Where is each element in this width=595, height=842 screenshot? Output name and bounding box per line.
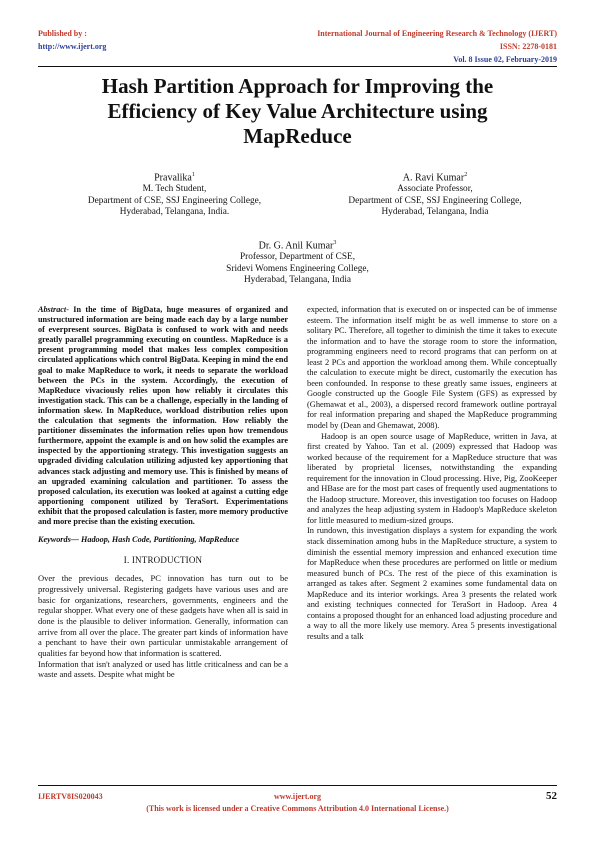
author-affiliation: Department of CSE, SSJ Engineering College, [87, 195, 262, 206]
author-name: Dr. G. Anil Kumar$^3$ [258, 240, 337, 252]
right-column [307, 305, 557, 643]
publisher-label: Published by : [38, 29, 87, 38]
author-block-2 [320, 170, 550, 219]
left-column [38, 305, 288, 680]
footer-website-link[interactable]: www.ijert.org [273, 792, 322, 801]
abstract-label: Abstract- [38, 305, 69, 314]
author-block-3 [185, 238, 410, 287]
paper-title [60, 74, 535, 149]
title-line: Efficiency of Key Value Architecture using [107, 99, 488, 123]
license-note: (This work is licensed under a Creative Commons Attribution 4.0 International License.) [146, 804, 449, 813]
author-block-1 [62, 170, 287, 219]
paragraph: In rundown, this investigation displays a system for expanding the work stack dissemination among hubs in the MapReduce structure, a system to diminish the essential memory impression and enhanced execution time for MapReduce when these procedures are performed on little or medium measured bunch of PCs. The rest of the piece of this examination is arranged as takes after. Segment 2 examines some fundamental data on MapReduce and its interior workings. Area 3 presents the related work and existing techniques connected for TeraSort in Hadoop. Area 4 contains a proposed thought for an enhanced load adjusting procedure and a way to all the more likely use memory. Area 5 presents investigational results and a talk [307, 526, 557, 641]
keywords: Keywords— Hadoop, Hash Code, Partitioning, MapReduce [38, 535, 240, 545]
header-divider [38, 66, 557, 67]
author-name: A. Ravi Kumar$^2$ [402, 172, 468, 184]
header-left [38, 27, 106, 53]
title-line: MapReduce [243, 124, 352, 148]
author-name: Pravalika$^1$ [154, 172, 195, 184]
paragraph: Over the previous decades, PC innovation has turn out to be progressively universal. Registering gadgets have various uses and are basic for organizations, researchers, governments, engineers and the regular shopper. What every one of these gadgets have when all is said in done is the plausible to deliver information. Generally, information can arrive from all over the place. The greater part kinds of information have a penchant to have their own particular unmistakable arrangement of qualities far beyond how that information is scattered. [38, 573, 288, 659]
paper-id: IJERTV8IS020043 [38, 792, 103, 801]
publisher-website-link[interactable]: http://www.ijert.org [38, 42, 107, 51]
author-position: M. Tech Student, [142, 183, 207, 194]
author-affiliation: Sridevi Womens Engineering College, [226, 263, 369, 274]
journal-name: International Journal of Engineering Research & Technology (IJERT) [317, 29, 557, 38]
title-line: Hash Partition Approach for Improving the [101, 74, 494, 98]
paragraph: Information that isn't analyzed or used has little criticalness and can be a waste and assets. Despite what might be [38, 658, 288, 680]
issn: ISSN: 2278-0181 [499, 42, 557, 51]
paragraph: expected, information that is executed on or inspected can be of immense esteem. The information itself might be as well immense to store on a solitary PC. Therefore, all together to diminish the time it takes to execute the information and to have the storage room to store the information, programming engineers need to record programs that can perform on at least 2 PCs and apportion the workload among them. While conceptually the calculation to execute might be direct, customarily the execution has been confounded. In response to these greatly same issues, engineers at Google constructed up the Google File System (GFS) as expressed by (Ghemawat et al., 2003), a dispersed record framework outline portrayal for real information preparing and shaped the MapReduce programming model by (Dean and Ghemawat, 2008). [307, 305, 557, 431]
author-location: Hyderabad, Telangana, India [381, 207, 489, 218]
author-position: Professor, Department of CSE, [239, 251, 356, 262]
page-number: 52 [546, 790, 557, 802]
author-location: Hyderabad, Telangana, India [243, 275, 352, 286]
header-right [317, 27, 557, 66]
author-affiliation: Department of CSE, SSJ Engineering College, [348, 195, 522, 206]
page-header [38, 27, 557, 67]
paragraph: Hadoop is an open source usage of MapReduce, written in Java, at first created by Yahoo. Tan et al. (2009) expressed that Hadoop was worked because of the requirement for a MapReduce structure that was liberated by proprietal licenses, notwithstanding the expanding requirement for the innovation in Cloud processing. Hive, Pig, ZooKeeper and HBase are for the most part cases of frequently used augmentations to the Hadoop structure. Moreover, this investigation too focuses on Hadoop and analyzes the heap adjusting system in Hadoop's MapReduce skeleton for little measured to medium-sized groups. [307, 431, 557, 525]
introduction-body [38, 573, 288, 680]
abstract [38, 305, 288, 527]
volume-issue: Vol. 8 Issue 02, February-2019 [453, 55, 557, 64]
author-position: Associate Professor, [397, 183, 473, 194]
section-heading: I. INTRODUCTION [123, 554, 203, 565]
footer-divider [38, 785, 557, 786]
author-location: Hyderabad, Telangana, India. [119, 207, 230, 218]
abstract-text: In the time of BigData, huge measures of organized and unstructured information are being made each day by a large number of everpresent sources. BigData is confused to work with and needs greatly parallel programming executing on countless. MapReduce is a present programming model that makes less complex composition circulated applications which control BigData. Keeping in mind the end goal to make MapReduce to work, it needs to separate the workload between the PCs in the system. Accordingly, the execution of MapReduce vivaciously relies upon how reliably it circulates this investigation stack. This can be a challenge, especially in the landing of information skew. In MapReduce, workload distribution relies upon the calculation that segments the information. How reliably the partitioner disseminates the information relies upon how tremendous furthermore, appoint the example is and on how solid the examples are inspected by the apportioning strategy. This investigation suggests an upgraded dividing calculation utilizing adjusted key apportioning that advances stack adjusting and memory use. This is finished by means of an upgraded examining calculation and partitioner. To assess the proposed calculation, its execution was looked at against a cutting edge apportioning component utilized by TeraSort. Experimentations exhibit that the proposed calculation is faster, more memory productive and more precise than the existing execution. [38, 305, 288, 526]
